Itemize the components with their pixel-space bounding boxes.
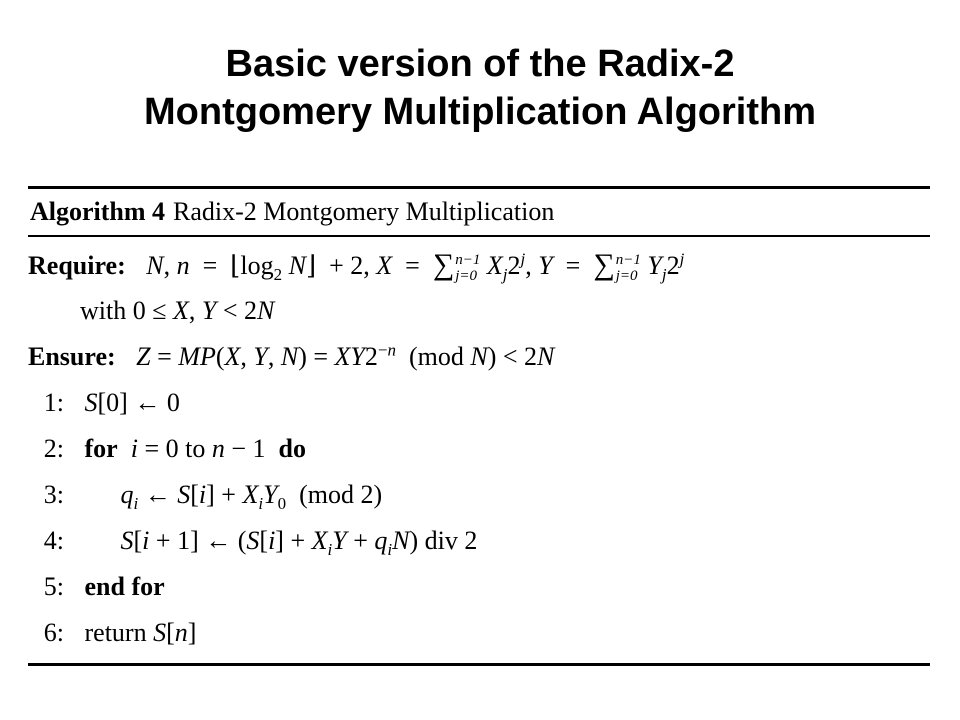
for-keyword: for — [84, 434, 118, 463]
bottom-rule — [28, 663, 930, 666]
do-keyword: do — [278, 434, 306, 463]
step-3-render: $q_i$ ← $S[i] + X_iY_0$ (mod 2) — [120, 480, 383, 514]
step-2-render: i = 0 to n − 1 — [130, 434, 272, 463]
require-formula-render: N, $n = ⌊\log_2$ N⌋ + 2, X = ∑ n−1 j=0 $X_j2^j$, Y = ∑ n−1 j=0 $Y_j2^j$ — [146, 248, 685, 285]
step-number: 4: — [43, 526, 64, 555]
algorithm-body — [28, 237, 930, 663]
step-number: 6: — [43, 618, 64, 647]
algorithm-label: Algorithm 4 — [30, 197, 166, 226]
require-cont-render: with 0 ≤ X, Y < 2N — [80, 296, 275, 325]
step-5 — [28, 567, 165, 607]
ensure-render: Z = MP(X, Y, $N) = XY2^{-n}$ (mod N) < 2N — [136, 340, 555, 371]
step-6 — [28, 613, 196, 653]
algorithm-header — [28, 189, 930, 235]
step-number: 3: — [43, 480, 64, 509]
step-number: 2: — [43, 434, 64, 463]
algorithm-name: Radix-2 Montgomery Multiplication — [173, 197, 555, 226]
step-1 — [28, 383, 180, 423]
ensure-label: Ensure: — [28, 342, 116, 371]
step-number: 5: — [43, 572, 64, 601]
step-6-render: return S[n] — [84, 618, 197, 647]
step-3 — [28, 475, 382, 515]
slide-title-line-2: Montgomery Multiplication Algorithm — [144, 91, 816, 133]
algorithm-box — [28, 186, 930, 666]
ensure-line — [28, 337, 554, 377]
step-4-render: S[i + 1] ← $(S[i] + X_iY + q_iN)$ div 2 — [120, 526, 478, 560]
step-2 — [28, 429, 306, 469]
slide-title-line-1: Basic version of the Radix-2 — [225, 43, 735, 85]
step-4 — [28, 521, 477, 561]
end-for-keyword: end for — [84, 572, 165, 601]
require-line — [28, 245, 684, 285]
step-number: 1: — [43, 388, 64, 417]
require-continuation — [80, 291, 274, 331]
step-1-render: S[0] ← 0 — [84, 388, 180, 417]
require-label: Require: — [28, 251, 126, 280]
slide-title — [0, 40, 960, 136]
